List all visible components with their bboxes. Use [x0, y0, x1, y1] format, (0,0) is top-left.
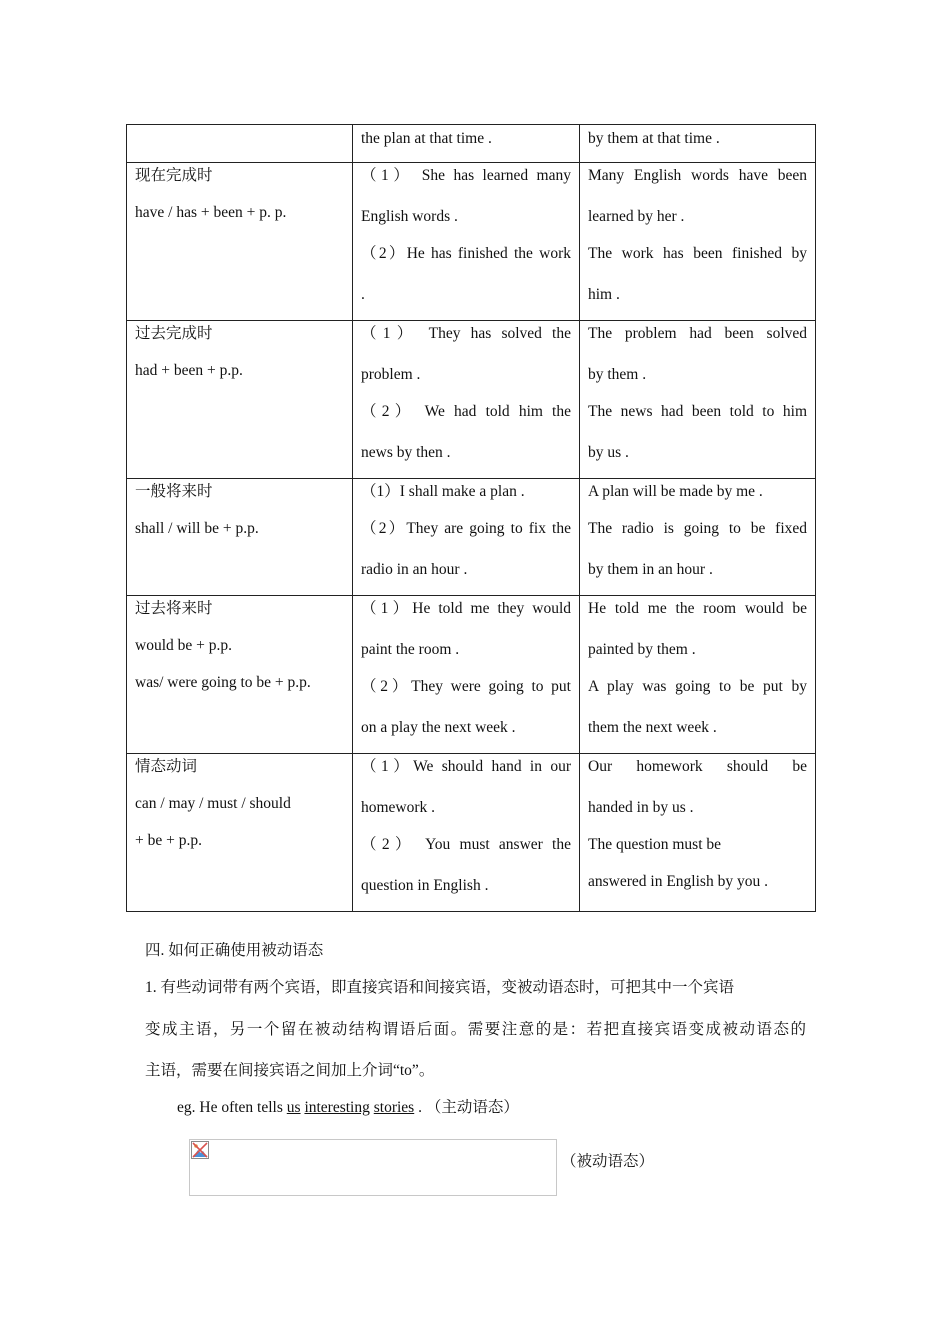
active-example-line: （1）I shall make a plan . [361, 483, 525, 500]
active-example-line: （1） She has learned many [361, 167, 571, 184]
passive-example-line: learned by her . [588, 208, 685, 225]
active-example-line: （1） They has solved the [361, 325, 571, 342]
active-example-line: homework . [361, 799, 436, 816]
tense-formula: + be + p.p. [135, 832, 202, 849]
active-example-line: paint the room . [361, 641, 460, 658]
active-example [361, 244, 571, 305]
table-row [127, 125, 816, 163]
table-row [127, 321, 816, 479]
tense-formula: shall / will be + p.p. [135, 520, 259, 537]
active-example-line: problem . [361, 366, 421, 383]
section-title: 四. 如何正确使用被动语态 [145, 942, 324, 959]
passive-example [588, 872, 807, 892]
passive-example-line: by them at that time . [588, 130, 720, 147]
active-example [361, 482, 571, 502]
active-example [361, 519, 571, 580]
active-example [361, 402, 571, 463]
passive-example-cell [580, 321, 816, 479]
active-example-cell [353, 163, 580, 321]
active-example-line: （2） You must answer the [361, 836, 571, 853]
passive-example-line: He told me the room would be [588, 600, 807, 617]
passive-example-line: him . [588, 286, 620, 303]
tense-cell [127, 479, 353, 596]
active-example-line: （1）We should hand in our [361, 758, 571, 775]
table-row [127, 596, 816, 754]
active-example-cell [353, 754, 580, 912]
table-row [127, 479, 816, 596]
passive-example-line: A plan will be made by me . [588, 483, 763, 500]
tense-formula: would be + p.p. [135, 637, 232, 654]
example-suffix: . （主动语态） [414, 1099, 519, 1116]
active-example-cell [353, 479, 580, 596]
active-example [361, 129, 571, 149]
active-example [361, 677, 571, 738]
active-example-line: radio in an hour . [361, 561, 468, 578]
passive-example-cell [580, 754, 816, 912]
passive-example-line: by them . [588, 366, 647, 383]
passive-example-line: The radio is going to be fixed [588, 520, 807, 537]
active-example-cell [353, 596, 580, 754]
passive-example [588, 757, 807, 818]
passive-example [588, 244, 807, 305]
active-example-line: news by then . [361, 444, 451, 461]
passive-example [588, 129, 807, 149]
table-body [127, 125, 816, 912]
passive-example-line: The problem had been solved [588, 325, 807, 342]
tense-name: 一般将来时 [135, 483, 213, 500]
passive-voice-table [126, 124, 816, 912]
passive-example [588, 677, 807, 738]
paragraph-line-1: 1. 有些动词带有两个宾语，即直接宾语和间接宾语，变被动语态时，可把其中一个宾语 [145, 979, 735, 996]
passive-example-line: answered in English by you . [588, 873, 768, 890]
example-word-stories: stories [373, 1099, 415, 1116]
image-placeholder [189, 1139, 557, 1196]
active-example [361, 599, 571, 660]
example-prefix: eg. He often tells [177, 1099, 287, 1116]
active-example-line: English words . [361, 208, 458, 225]
tense-name: 过去将来时 [135, 600, 213, 617]
active-example-line: （2）They were going to put [361, 678, 571, 695]
tense-cell [127, 321, 353, 479]
active-example [361, 166, 571, 227]
active-example-line: （2） We had told him the [361, 403, 571, 420]
tense-formula: have / has + been + p. p. [135, 204, 287, 221]
active-example-line: on a play the next week . [361, 719, 516, 736]
passive-example-line: by us . [588, 444, 629, 461]
passive-example-line: The question must be [588, 836, 722, 853]
active-example-line: question in English . [361, 877, 489, 894]
passive-example-cell [580, 125, 816, 163]
active-example-cell [353, 125, 580, 163]
tense-formula: can / may / must / should [135, 795, 291, 812]
passive-example [588, 482, 807, 502]
tense-cell [127, 163, 353, 321]
passive-example-line: Our homework should be [588, 758, 807, 775]
paragraph-line-2: 变成主语，另一个留在被动结构谓语后面。需要注意的是：若把直接宾语变成被动语态的 [145, 1021, 806, 1038]
tense-cell [127, 754, 353, 912]
passive-example [588, 324, 807, 385]
table-row [127, 754, 816, 912]
example-sentence [177, 1095, 519, 1117]
active-example-line: . [361, 286, 365, 303]
tense-cell [127, 596, 353, 754]
passive-example-cell [580, 163, 816, 321]
passive-example [588, 519, 807, 580]
active-example-line: the plan at that time . [361, 130, 492, 147]
passive-example-line: The work has been finished by [588, 245, 807, 262]
passive-example-line: handed in by us . [588, 799, 694, 816]
passive-example-line: Many English words have been [588, 167, 807, 184]
passive-voice-label: （被动语态） [561, 1153, 655, 1170]
passive-example [588, 402, 807, 463]
active-example [361, 757, 571, 818]
tense-name: 情态动词 [135, 758, 198, 775]
active-example-line: （1）He told me they would [361, 600, 571, 617]
active-example [361, 835, 571, 896]
example-word-us: us [286, 1099, 301, 1116]
broken-image-icon [191, 1141, 209, 1159]
tense-name: 过去完成时 [135, 325, 213, 342]
passive-example-line: by them in an hour . [588, 561, 713, 578]
passive-example-line: them the next week . [588, 719, 717, 736]
tense-formula: was/ were going to be + p.p. [135, 674, 311, 691]
active-example [361, 324, 571, 385]
paragraph-line-3: 主语，需要在间接宾语之间加上介词“to”。 [145, 1062, 435, 1079]
active-example-cell [353, 321, 580, 479]
active-example-line: （2）They are going to fix the [361, 520, 571, 537]
example-word-interesting: interesting [304, 1099, 370, 1116]
passive-example-line: A play was going to be put by [588, 678, 807, 695]
active-example-line: （2）He has finished the work [361, 245, 571, 262]
table-row [127, 163, 816, 321]
passive-example [588, 166, 807, 227]
passive-example-cell [580, 596, 816, 754]
passive-example-cell [580, 479, 816, 596]
tense-name: 现在完成时 [135, 167, 213, 184]
passive-example-line: painted by them . [588, 641, 696, 658]
passive-example-line: The news had been told to him [588, 403, 807, 420]
passive-example [588, 599, 807, 660]
tense-cell [127, 125, 353, 163]
tense-formula: had + been + p.p. [135, 362, 243, 379]
passive-example [588, 835, 807, 855]
